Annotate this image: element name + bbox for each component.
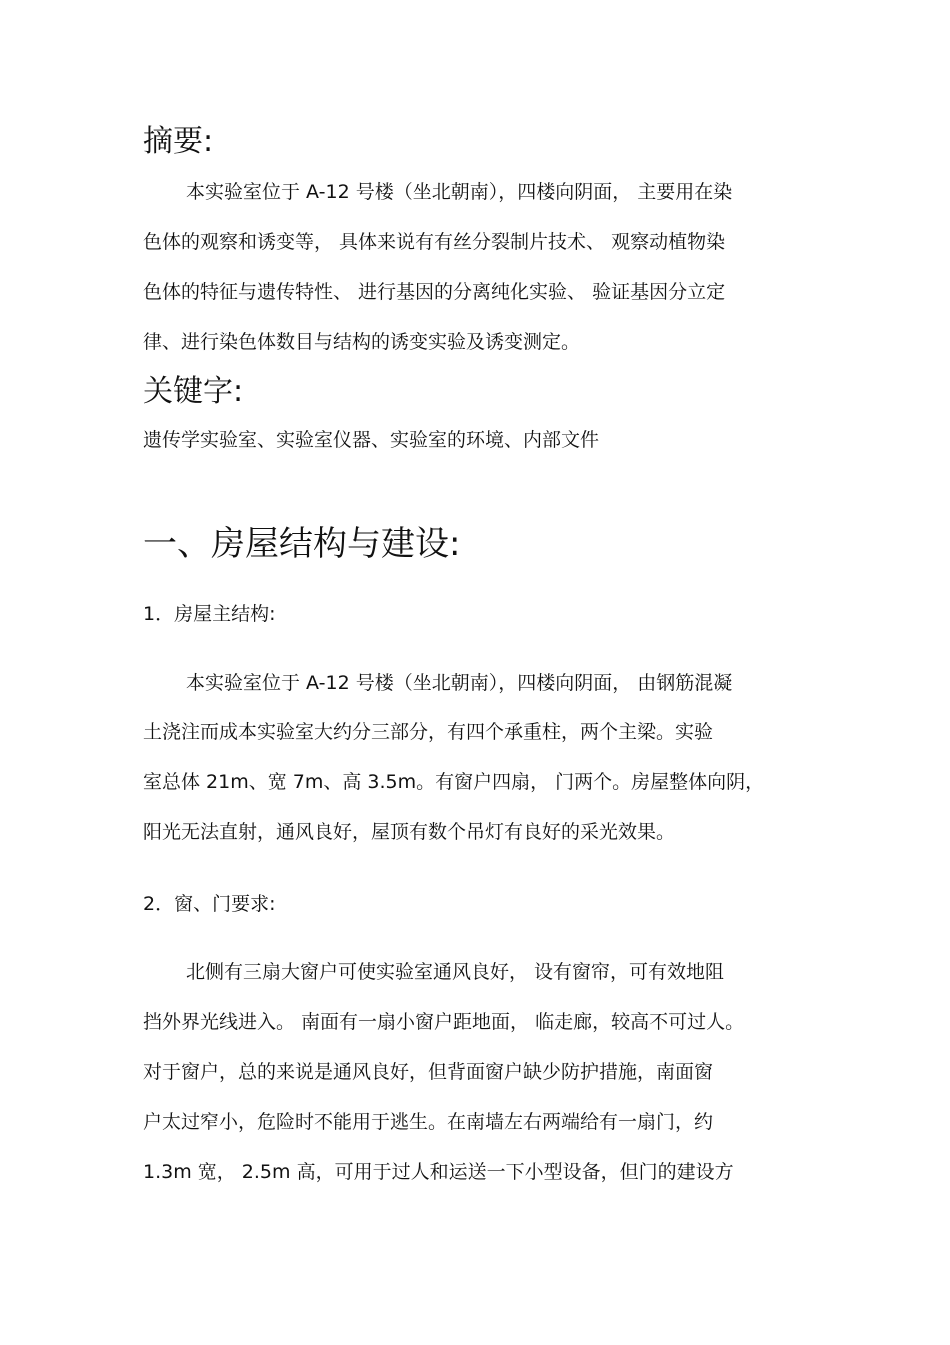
section-heading: 一、房屋结构与建设:	[143, 524, 461, 564]
paragraph-line: 阳光无法直射，通风良好，屋顶有数个吊灯有良好的采光效果。	[143, 821, 676, 843]
keywords-heading: 关键字:	[143, 374, 244, 409]
abstract-line: 色体的观察和诱变等， 具体来说有有丝分裂制片技术、 观察动植物染	[143, 231, 726, 253]
abstract-line: 色体的特征与遗传特性、 进行基因的分离纯化实验、 验证基因分立定	[143, 281, 726, 303]
paragraph-line: 对于窗户，总的来说是通风良好，但背面窗户缺少防护措施，南面窗	[143, 1061, 714, 1083]
abstract-line: 本实验室位于 A-12 号楼（坐北朝南），四楼向阴面， 主要用在染	[186, 181, 733, 203]
paragraph-line: 本实验室位于 A-12 号楼（坐北朝南），四楼向阴面， 由钢筋混凝	[186, 672, 733, 694]
subsection-heading: 1．房屋主结构:	[143, 603, 276, 625]
paragraph-line: 1.3m 宽， 2.5m 高，可用于过人和运送一下小型设备，但门的建设方	[143, 1161, 734, 1183]
paragraph-line: 挡外界光线进入。 南面有一扇小窗户距地面， 临走廊，较高不可过人。	[143, 1011, 745, 1033]
keywords-text: 遗传学实验室、实验室仪器、实验室的环境、内部文件	[143, 429, 600, 451]
paragraph-line: 户太过窄小，危险时不能用于逃生。在南墙左右两端给有一扇门，约	[143, 1111, 714, 1133]
paragraph-line: 土浇注而成本实验室大约分三部分，有四个承重柱，两个主梁。实验	[143, 721, 714, 743]
subsection-heading: 2．窗、门要求:	[143, 893, 276, 915]
paragraph-line: 北侧有三扇大窗户可使实验室通风良好， 设有窗帘，可有效地阻	[186, 961, 725, 983]
abstract-line: 律、进行染色体数目与结构的诱变实验及诱变测定。	[143, 331, 581, 353]
paragraph-line: 室总体 21m、宽 7m、高 3.5m。有窗户四扇， 门两个。房屋整体向阴，	[143, 771, 765, 793]
abstract-heading: 摘要:	[143, 124, 214, 159]
